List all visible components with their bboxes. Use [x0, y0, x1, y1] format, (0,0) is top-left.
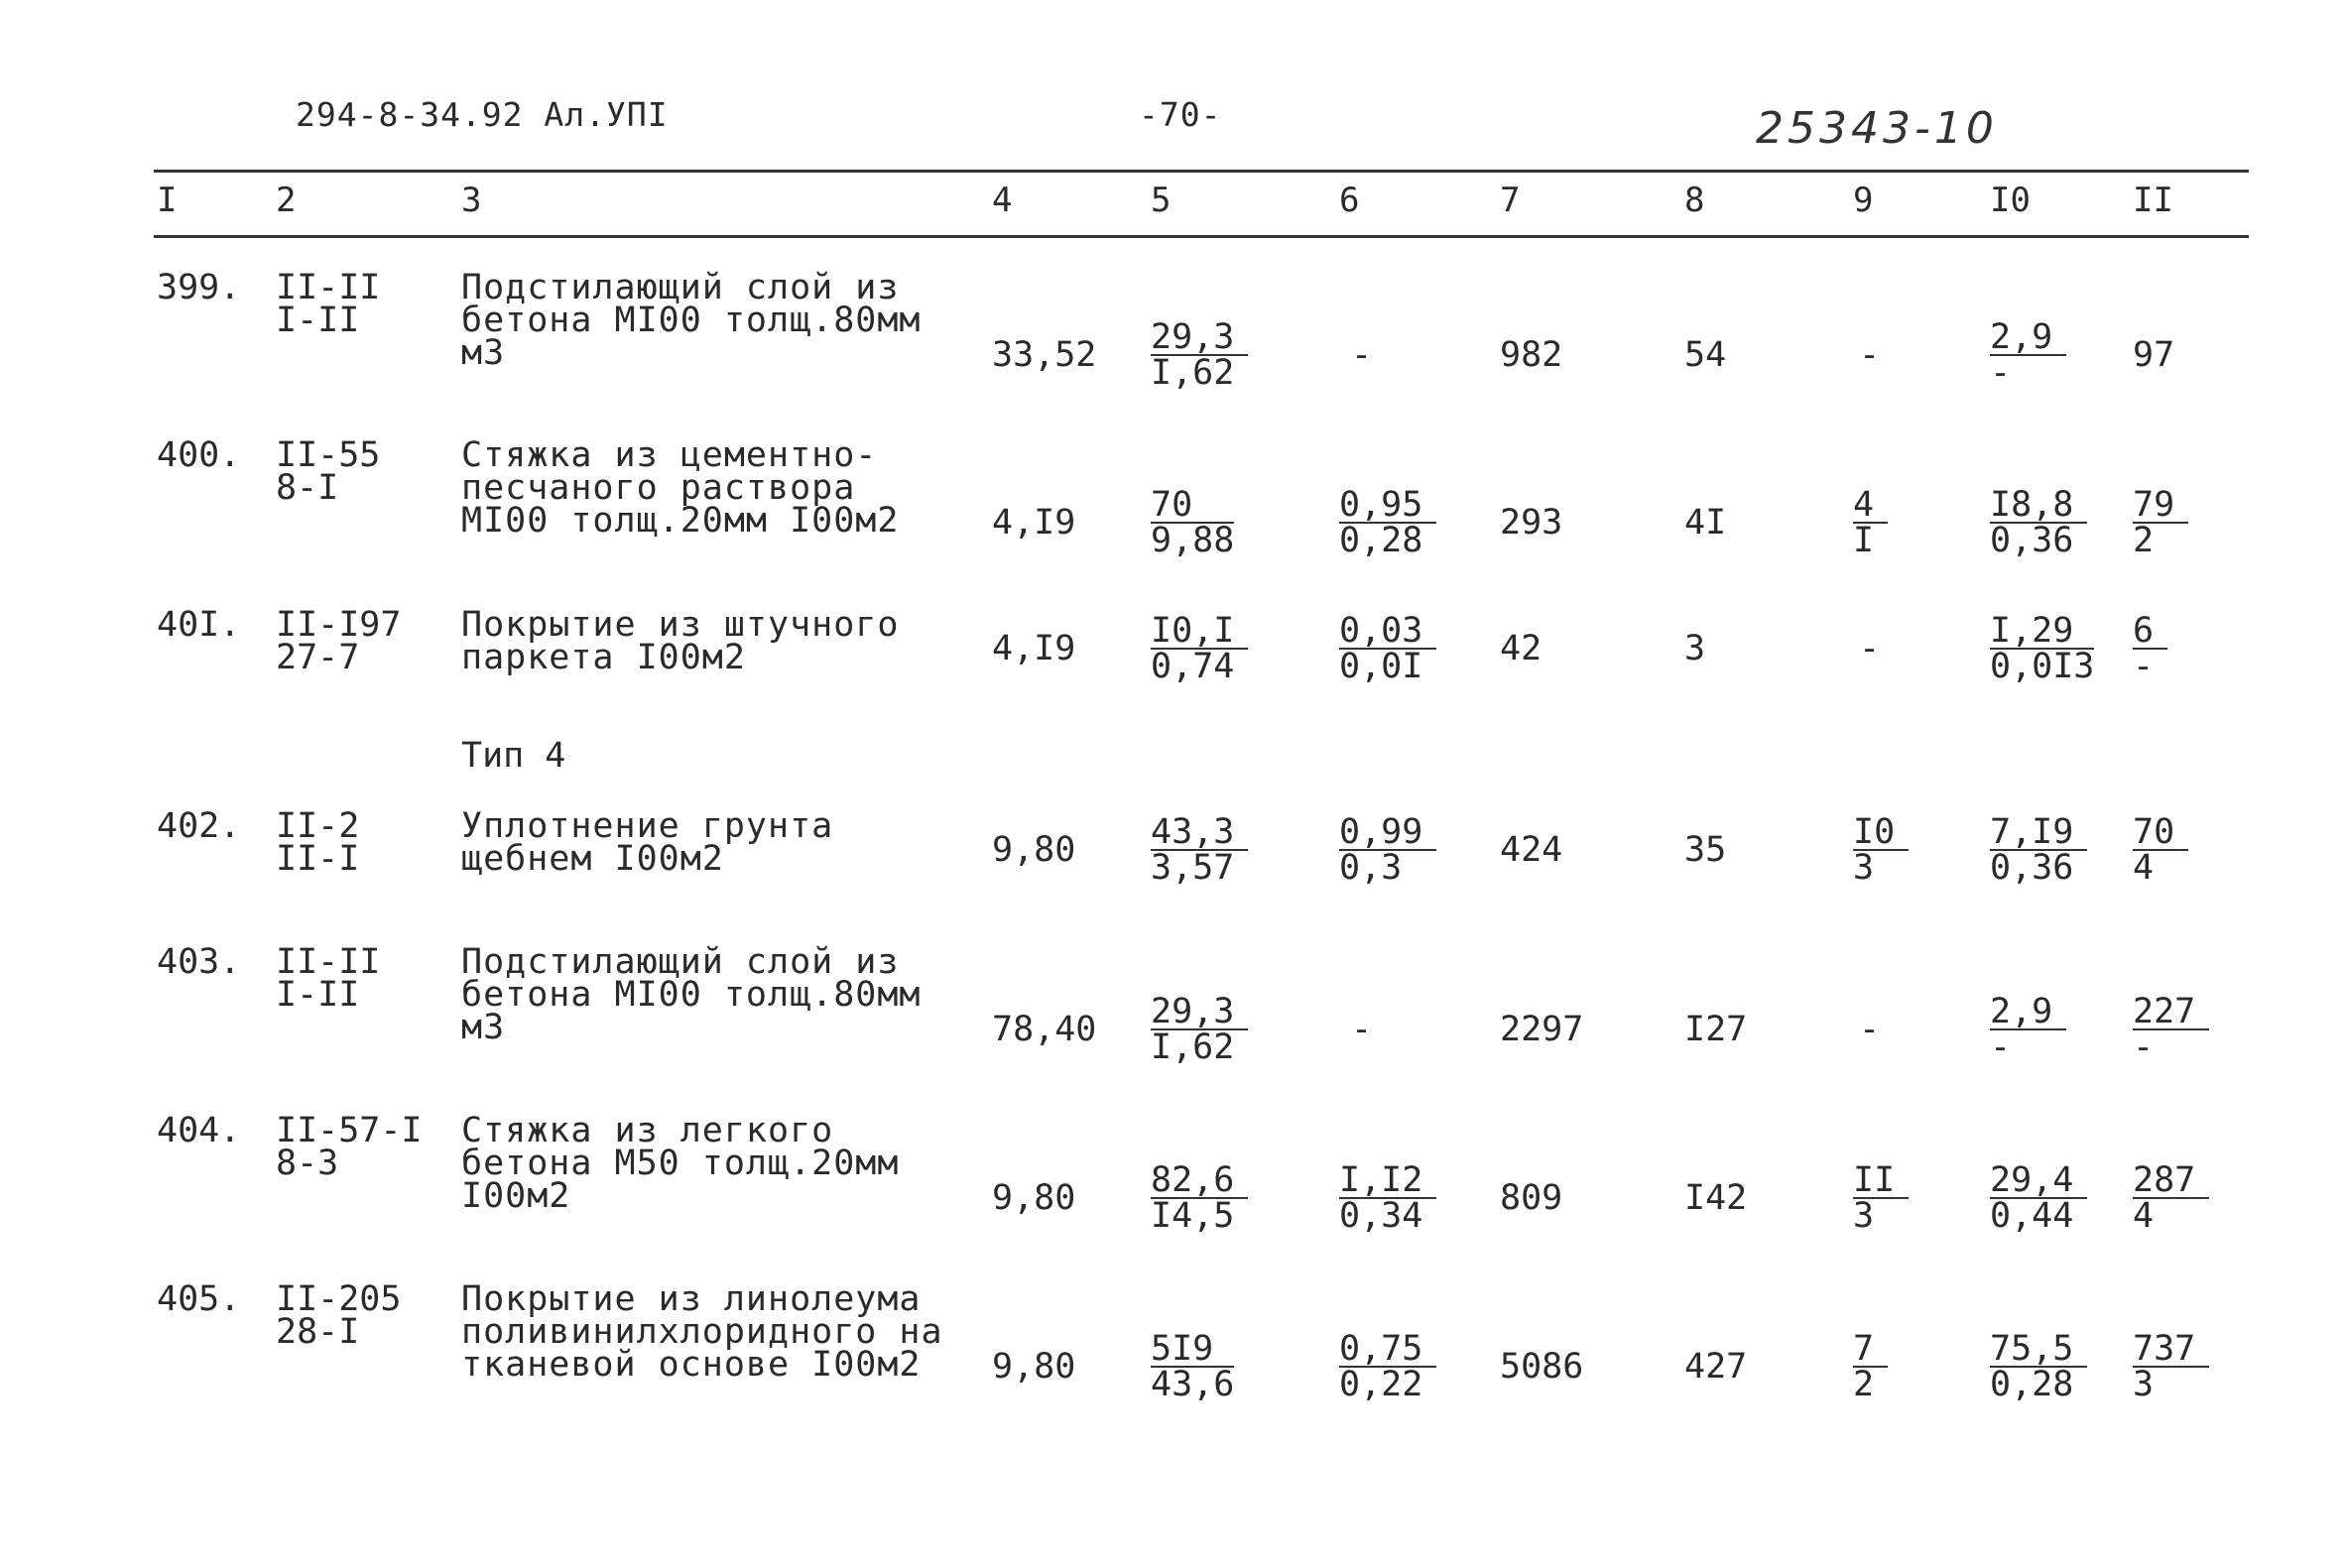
row-col-11 — [2133, 1329, 2209, 1404]
row-col-10-denominator: 0,36 — [1990, 848, 2074, 888]
row-col-9: - — [1859, 629, 1881, 668]
row-col-9-numerator: 4 — [1853, 488, 1888, 524]
row-col-4: 78,40 — [992, 1010, 1097, 1049]
row-code-line: 8-3 — [276, 1144, 339, 1183]
row-description-line: Стяжка из цементно- — [461, 435, 878, 475]
row-col-11 — [2133, 1160, 2209, 1236]
row-col-5-numerator: I0,I — [1151, 614, 1248, 650]
row-col-10-numerator: 29,4 — [1990, 1163, 2087, 1199]
row-description-line: Подстилающий слой из — [461, 942, 900, 982]
row-col-6 — [1339, 611, 1436, 686]
row-col-10-denominator: 0,44 — [1990, 1196, 2074, 1236]
row-col-4: 33,52 — [992, 335, 1097, 375]
row-col-5-numerator: 70 — [1151, 488, 1234, 524]
row-description-line: Подстилающий слой из — [461, 268, 900, 307]
row-col-10 — [1990, 992, 2066, 1067]
row-col-5 — [1151, 1329, 1235, 1404]
row-col-9-denominator: 3 — [1853, 1196, 1875, 1236]
row-code-line: II-57-I — [276, 1111, 423, 1150]
row-col-10-numerator: I8,8 — [1990, 488, 2087, 524]
row-col-10-numerator: 7,I9 — [1990, 815, 2087, 851]
row-description-line: Покрытие из линолеума — [461, 1279, 922, 1319]
row-col-8: 35 — [1684, 830, 1727, 870]
row-col-4: 4,I9 — [992, 503, 1076, 543]
row-code-line: II-2 — [276, 806, 360, 846]
row-col-5-denominator: I,62 — [1151, 1027, 1235, 1067]
row-col-5-denominator: 9,88 — [1151, 521, 1235, 560]
row-col-11: 97 — [2133, 335, 2175, 375]
row-col-5 — [1151, 812, 1248, 888]
row-description-line: бетона МI00 толщ.80мм — [461, 301, 922, 340]
row-col-9: - — [1859, 335, 1881, 375]
row-col-11 — [2133, 812, 2188, 888]
row-code-line: II-55 — [276, 435, 381, 475]
row-col-9-denominator: 2 — [1853, 1365, 1875, 1404]
row-col-8: 4I — [1684, 503, 1727, 543]
row-col-9-denominator: 3 — [1853, 848, 1875, 888]
row-col-10 — [1990, 317, 2066, 393]
row-number: 399. — [157, 268, 241, 307]
row-col-5-numerator: 82,6 — [1151, 1163, 1248, 1199]
row-col-6: - — [1351, 1010, 1373, 1049]
column-header-7: 7 — [1500, 181, 1521, 220]
row-description-line: м3 — [461, 333, 506, 373]
row-col-6-denominator: 0,34 — [1339, 1196, 1423, 1236]
row-col-11 — [2133, 992, 2209, 1067]
row-col-11-denominator: 3 — [2133, 1365, 2155, 1404]
row-col-11-numerator: 6 — [2133, 614, 2167, 650]
row-description-line: щебнем I00м2 — [461, 839, 724, 879]
row-col-5 — [1151, 1160, 1248, 1236]
row-col-10-denominator: 0,0I3 — [1990, 647, 2095, 686]
row-col-6-numerator: I,I2 — [1339, 1163, 1436, 1199]
row-col-10-denominator: 0,28 — [1990, 1365, 2074, 1404]
row-col-9 — [1853, 1329, 1888, 1404]
row-col-6-denominator: 0,3 — [1339, 848, 1403, 888]
row-col-10 — [1990, 812, 2087, 888]
header-page-number: -70- — [1139, 95, 1222, 134]
row-description-line: тканевой основе I00м2 — [461, 1345, 922, 1385]
row-col-11 — [2133, 611, 2167, 686]
row-col-10-denominator: 0,36 — [1990, 521, 2074, 560]
row-col-8: 427 — [1684, 1347, 1748, 1387]
row-col-6: - — [1351, 335, 1373, 375]
row-col-7: 42 — [1500, 629, 1543, 668]
row-code-line: II-II — [276, 268, 381, 307]
row-col-10 — [1990, 611, 2095, 686]
row-code-line: I-II — [276, 975, 360, 1015]
row-col-6-denominator: 0,22 — [1339, 1365, 1423, 1404]
row-description-line: Уплотнение грунта — [461, 806, 834, 846]
row-col-11-denominator: 4 — [2133, 1196, 2155, 1236]
row-col-5-numerator: 29,3 — [1151, 320, 1248, 356]
row-code-line: II-I97 — [276, 605, 402, 645]
row-col-9-numerator: II — [1853, 1163, 1909, 1199]
row-col-5 — [1151, 992, 1248, 1067]
row-col-10-denominator: - — [1990, 353, 2012, 393]
row-col-5-denominator: 43,6 — [1151, 1365, 1235, 1404]
header-handwritten-number: 25343-10 — [1756, 103, 1998, 154]
row-col-8: 54 — [1684, 335, 1727, 375]
row-col-11-denominator: - — [2133, 1027, 2155, 1067]
row-col-9-denominator: I — [1853, 521, 1875, 560]
row-col-7: 982 — [1500, 335, 1563, 375]
row-col-9: - — [1859, 1010, 1881, 1049]
row-col-5-denominator: I4,5 — [1151, 1196, 1235, 1236]
row-col-6 — [1339, 1160, 1436, 1236]
row-col-6-numerator: 0,03 — [1339, 614, 1436, 650]
row-col-6-numerator: 0,95 — [1339, 488, 1436, 524]
column-header-10: I0 — [1990, 181, 2031, 220]
row-col-11-denominator: - — [2133, 647, 2155, 686]
row-col-5 — [1151, 611, 1248, 686]
row-col-5-numerator: 43,3 — [1151, 815, 1248, 851]
row-col-6 — [1339, 485, 1436, 560]
row-col-7: 424 — [1500, 830, 1563, 870]
row-col-6-numerator: 0,99 — [1339, 815, 1436, 851]
column-header-6: 6 — [1339, 181, 1360, 220]
column-header-8: 8 — [1684, 181, 1705, 220]
row-col-7: 809 — [1500, 1178, 1563, 1218]
row-col-10 — [1990, 1329, 2087, 1404]
row-description-line: бетона МI00 толщ.80мм — [461, 975, 922, 1015]
row-col-7: 293 — [1500, 503, 1563, 543]
row-col-11 — [2133, 485, 2188, 560]
row-col-5-denominator: 3,57 — [1151, 848, 1235, 888]
row-description-line: Покрытие из штучного — [461, 605, 900, 645]
row-description-line: МI00 толщ.20мм I00м2 — [461, 501, 900, 541]
row-col-11-denominator: 4 — [2133, 848, 2155, 888]
row-code-line: II-II — [276, 942, 381, 982]
row-col-6 — [1339, 812, 1436, 888]
row-number: 404. — [157, 1111, 241, 1150]
row-col-7: 2297 — [1500, 1010, 1584, 1049]
row-col-9-numerator: 7 — [1853, 1332, 1888, 1368]
row-description-line: I00м2 — [461, 1176, 571, 1216]
row-col-10-numerator: 2,9 — [1990, 320, 2066, 356]
row-code-line: I-II — [276, 301, 360, 340]
row-col-5 — [1151, 485, 1235, 560]
row-description-line: поливинилхлоридного на — [461, 1312, 943, 1352]
row-col-11-numerator: 737 — [2133, 1332, 2209, 1368]
table-header-rule — [154, 235, 2249, 238]
table-top-rule — [154, 170, 2249, 173]
row-col-5-denominator: I,62 — [1151, 353, 1235, 393]
row-col-5-denominator: 0,74 — [1151, 647, 1235, 686]
row-col-11-numerator: 227 — [2133, 995, 2209, 1030]
row-code-line: 27-7 — [276, 638, 360, 677]
row-col-6-denominator: 0,28 — [1339, 521, 1423, 560]
row-col-10 — [1990, 485, 2087, 560]
row-code-line: II-I — [276, 839, 360, 879]
row-description-line: бетона М50 толщ.20мм — [461, 1144, 900, 1183]
row-col-4: 9,80 — [992, 830, 1076, 870]
row-col-11-numerator: 79 — [2133, 488, 2188, 524]
row-col-9 — [1853, 485, 1888, 560]
row-col-10-denominator: - — [1990, 1027, 2012, 1067]
row-col-6-denominator: 0,0I — [1339, 647, 1423, 686]
column-header-4: 4 — [992, 181, 1013, 220]
row-col-6 — [1339, 1329, 1436, 1404]
row-description-line: Стяжка из легкого — [461, 1111, 834, 1150]
row-col-10-numerator: 2,9 — [1990, 995, 2066, 1030]
row-code-line: 28-I — [276, 1312, 360, 1352]
row-col-5-numerator: 29,3 — [1151, 995, 1248, 1030]
row-col-11-numerator: 287 — [2133, 1163, 2209, 1199]
row-code-line: 8-I — [276, 468, 339, 508]
row-col-10-numerator: 75,5 — [1990, 1332, 2087, 1368]
row-number: 400. — [157, 435, 241, 475]
row-code-line: II-205 — [276, 1279, 402, 1319]
row-description-line: песчаного раствора — [461, 468, 856, 508]
row-number: 405. — [157, 1279, 241, 1319]
row-col-5-numerator: 5I9 — [1151, 1332, 1234, 1368]
header-doc-code: 294-8-34.92 Ал.УПI — [296, 95, 669, 134]
row-number: 403. — [157, 942, 241, 982]
row-col-4: 9,80 — [992, 1178, 1076, 1218]
column-header-1: I — [157, 181, 178, 220]
row-description-line: паркета I00м2 — [461, 638, 746, 677]
row-col-6-numerator: 0,75 — [1339, 1332, 1436, 1368]
row-col-9 — [1853, 812, 1909, 888]
row-number: 402. — [157, 806, 241, 846]
row-col-5 — [1151, 317, 1248, 393]
column-header-3: 3 — [461, 181, 482, 220]
row-col-11-denominator: 2 — [2133, 521, 2155, 560]
column-header-5: 5 — [1151, 181, 1172, 220]
row-number: 40I. — [157, 605, 241, 645]
row-col-7: 5086 — [1500, 1347, 1584, 1387]
row-col-9 — [1853, 1160, 1909, 1236]
column-header-2: 2 — [276, 181, 297, 220]
row-col-10-numerator: I,29 — [1990, 614, 2094, 650]
section-title: Тип 4 — [461, 736, 566, 776]
column-header-11: II — [2133, 181, 2173, 220]
column-header-9: 9 — [1853, 181, 1874, 220]
row-col-8: 3 — [1684, 629, 1706, 668]
row-col-8: I42 — [1684, 1178, 1748, 1218]
row-description-line: м3 — [461, 1008, 506, 1047]
row-col-4: 4,I9 — [992, 629, 1076, 668]
row-col-10 — [1990, 1160, 2087, 1236]
row-col-4: 9,80 — [992, 1347, 1076, 1387]
row-col-11-numerator: 70 — [2133, 815, 2188, 851]
row-col-9-numerator: I0 — [1853, 815, 1909, 851]
row-col-8: I27 — [1684, 1010, 1748, 1049]
